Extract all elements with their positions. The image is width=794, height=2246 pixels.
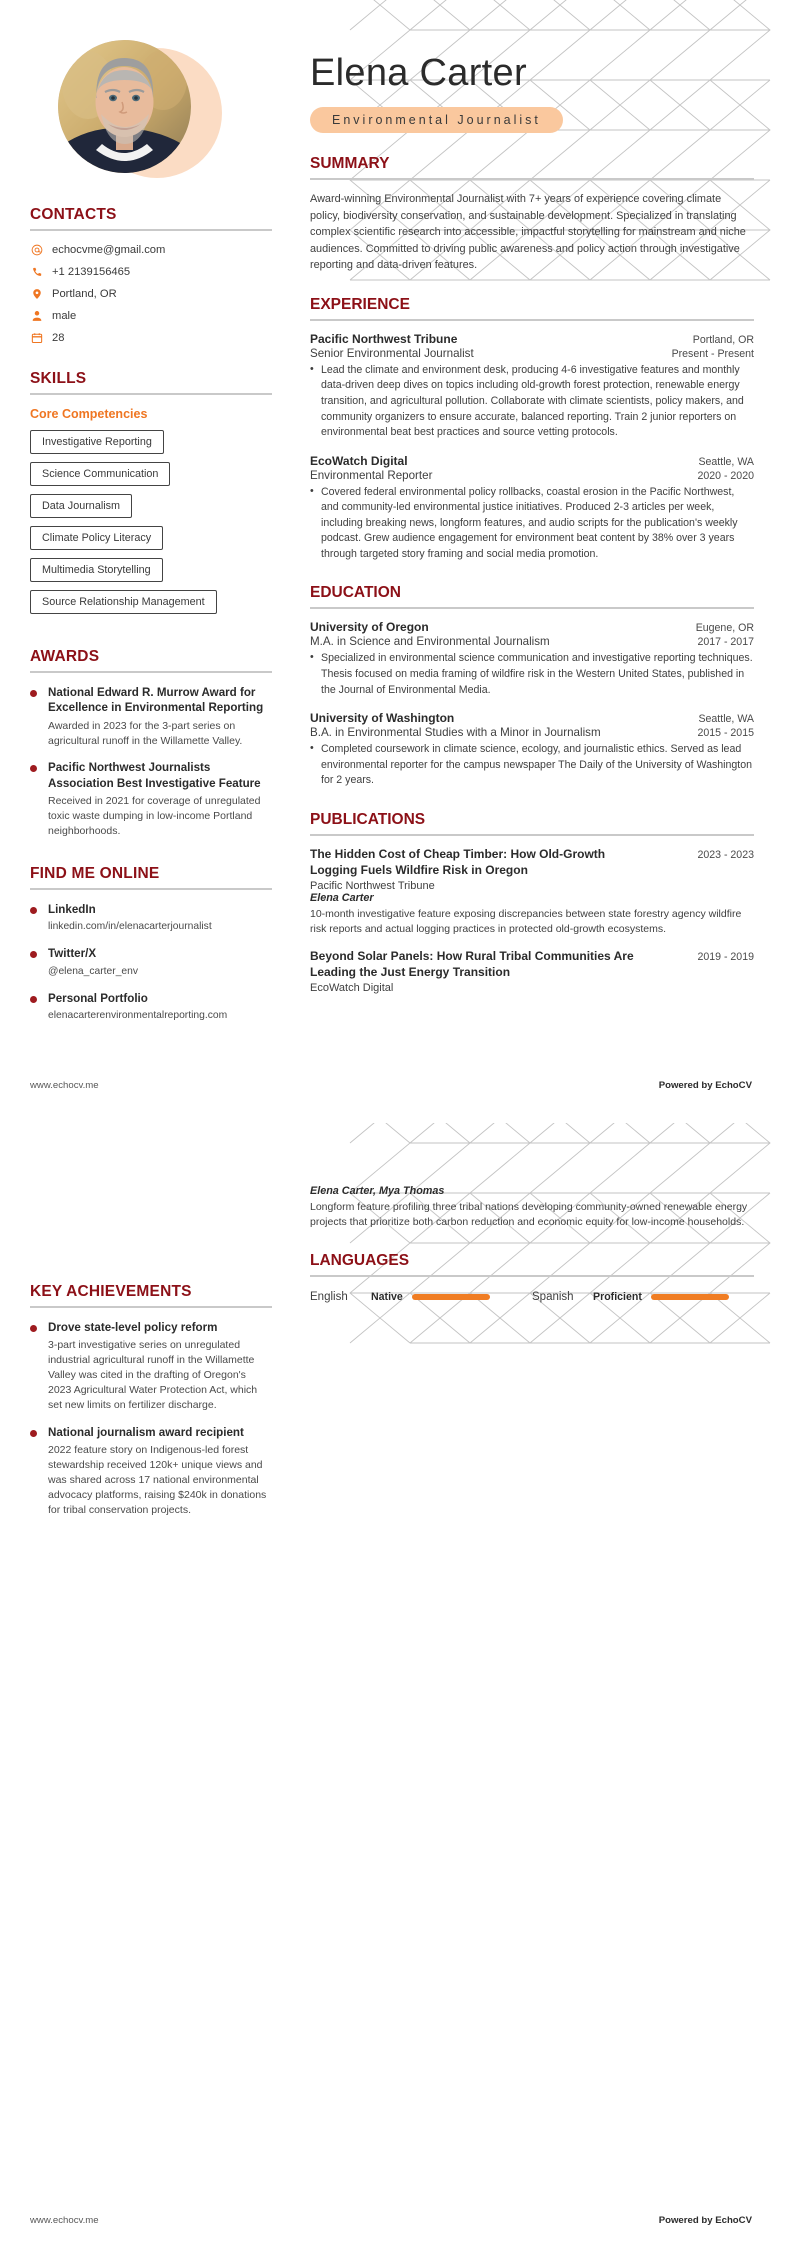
experience-role: Environmental Reporter: [310, 468, 433, 482]
resume-page-2: [0, 1123, 794, 2246]
publication-authors: Elena Carter, Mya Thomas: [310, 1185, 445, 1197]
language-name: Spanish: [532, 1291, 574, 1304]
awards-section: [30, 648, 272, 839]
education-bullets: [310, 651, 754, 698]
education-bullet: • Specialized in environmental science communication and investigative reporting techniques. Thesis focused on media framing of wildfire risk in the Western United States, published in the Journal of Environmental Media.: [310, 651, 754, 698]
skills-heading: SKILLS: [30, 370, 87, 387]
experience-bullet: • Covered federal environmental policy rollbacks, coastal erosion in the Pacific Northwest, and community-led environmental justice initiatives. Produced 2-3 articles per week, including breaking news, longform features, and audio scripts for the publication's weekly podcast. Grew audience engagement for environment beat content by 38% over 3 years through targeted story framing and social media promotion.: [310, 485, 754, 563]
page-footer: [0, 1080, 794, 1091]
languages-list: [310, 1291, 754, 1303]
summary-section: [310, 155, 754, 274]
bullet-dot-icon: [30, 1430, 37, 1437]
education-location: Seattle, WA: [698, 713, 754, 726]
divider: [30, 393, 272, 395]
education-bullets: [310, 742, 754, 789]
publication-source: EcoWatch Digital: [310, 982, 394, 995]
experience-organization: Pacific Northwest Tribune: [310, 331, 458, 346]
divider: [310, 834, 754, 836]
person-icon: [30, 309, 43, 322]
language-level-bar: [412, 1294, 490, 1300]
achievement-item: [30, 1320, 272, 1413]
job-title-badge: Environmental Journalist: [310, 107, 563, 133]
publication-source: Pacific Northwest Tribune: [310, 879, 435, 892]
education-item: [310, 711, 754, 789]
bullet-dot-icon: [30, 907, 37, 914]
page-title: Elena Carter: [310, 52, 527, 94]
publication-title: Beyond Solar Panels: How Rural Tribal Communities Are Leading the Just Energy Transition: [310, 949, 634, 980]
skills-subheading: Core Competencies: [30, 407, 148, 421]
skill-chip: Source Relationship Management: [30, 590, 217, 614]
divider: [310, 607, 754, 609]
education-degree: M.A. in Science and Environmental Journalism: [310, 635, 550, 649]
online-profile-item[interactable]: [30, 946, 272, 979]
contact-phone-value: +1 2139156465: [52, 265, 131, 278]
experience-dates: Present - Present: [671, 347, 754, 360]
education-institution: University of Washington: [310, 711, 455, 726]
education-item: [310, 620, 754, 698]
bullet-dot-icon: [30, 951, 37, 958]
award-title: National Edward R. Murrow Award for Excellence in Environmental Reporting: [48, 686, 264, 715]
bullet-dot-icon: [30, 1325, 37, 1332]
experience-bullets: [310, 485, 754, 563]
divider: [30, 229, 272, 231]
skill-chip: Climate Policy Literacy: [30, 526, 163, 550]
language-item: [532, 1291, 754, 1303]
contact-age: [30, 331, 272, 344]
achievement-description: 3-part investigative series on unregulated industrial agricultural runoff in the Willamette Valley was cited in the drafting of Oregon's 2023 Agricultural Water Protection Act, which set new limits on fertilizer discharge.: [48, 1339, 258, 1411]
award-item: [30, 685, 272, 748]
key-achievements-section: [30, 1283, 272, 1518]
calendar-icon: [30, 331, 43, 344]
achievement-title: National journalism award recipient: [48, 1425, 244, 1439]
experience-item: [310, 332, 754, 441]
contact-age-value: 28: [52, 331, 65, 344]
divider: [30, 1306, 272, 1308]
education-institution: University of Oregon: [310, 620, 429, 635]
experience-section: [310, 296, 754, 563]
experience-bullets: [310, 363, 754, 441]
education-location: Eugene, OR: [695, 622, 754, 635]
language-name: English: [310, 1291, 348, 1304]
sidebar-page-2: [0, 1123, 300, 1530]
publication-dates: 2019 - 2019: [697, 951, 754, 964]
award-description: Awarded in 2023 for the 3-part series on agricultural runoff in the Willamette Valley.: [48, 719, 243, 747]
skills-list: [30, 430, 272, 622]
page-footer: [0, 2215, 794, 2226]
skill-chip: Investigative Reporting: [30, 430, 164, 454]
contact-gender-value: male: [52, 309, 77, 322]
award-title: Pacific Northwest Journalists Association Best Investigative Feature: [48, 761, 261, 790]
sidebar: [0, 0, 300, 1036]
phone-icon: [30, 265, 43, 278]
footer-branding: Powered by EchoCV: [658, 1080, 752, 1091]
divider: [310, 1275, 754, 1277]
contact-location: [30, 287, 272, 300]
experience-dates: 2020 - 2020: [697, 469, 754, 482]
footer-url[interactable]: www.echocv.me: [30, 2215, 99, 2226]
email-icon: [30, 243, 43, 256]
bullet-dot-icon: [30, 996, 37, 1003]
education-dates: 2017 - 2017: [697, 636, 754, 649]
online-profile-url[interactable]: elenacarterenvironmentalreporting.com: [48, 1010, 228, 1022]
education-heading: EDUCATION: [310, 584, 401, 602]
skill-chip: Multimedia Storytelling: [30, 558, 163, 582]
summary-heading: SUMMARY: [310, 155, 390, 172]
avatar: [58, 40, 191, 173]
contact-gender: [30, 309, 272, 322]
find-me-online-section: [30, 865, 272, 1024]
achievement-title: Drove state-level policy reform: [48, 1321, 218, 1334]
online-profile-label: Twitter/X: [48, 947, 97, 961]
divider: [310, 178, 754, 180]
experience-role: Senior Environmental Journalist: [310, 346, 474, 360]
divider: [30, 671, 272, 673]
award-description: Received in 2021 for coverage of unregulated toxic waste dumping in low-income Portland neighborhoods.: [48, 795, 261, 837]
skill-chip: Science Communication: [30, 462, 170, 486]
experience-location: Portland, OR: [692, 333, 754, 346]
summary-text: Award-winning Environmental Journalist with 7+ years of experience covering climate policy, biodiversity conservation, and sustainable development. Specialized in translating complex scientific research into accessible, impactful storytelling for mainstream and niche audiences. Committed to driving public awareness and policy action through investigative reporting and data-driven features.: [310, 193, 746, 272]
location-pin-icon: [30, 287, 43, 300]
publication-description: Longform feature profiling three tribal nations developing community-owned renewable energy projects that prioritize both carbon reduction and economic equity for low-income households.: [310, 1201, 748, 1229]
footer-branding: Powered by EchoCV: [658, 2215, 752, 2226]
skills-section: [30, 370, 272, 622]
bullet-dot-icon: [30, 690, 37, 697]
divider: [30, 888, 272, 890]
online-profile-label: Personal Portfolio: [48, 992, 148, 1006]
footer-url[interactable]: www.echocv.me: [30, 1080, 99, 1091]
experience-bullet: • Lead the climate and environment desk, producing 4-6 investigative features and monthly data-driven deep dives on topics including old-growth forest protection, renewable energy transition, and agricultural pollution. Collaborate with climate scientists, policy makers, and community organizers to ensure accurate, balanced reporting. Train 2 junior reporters on environmental beat best practices and source vetting protocols.: [310, 363, 754, 441]
publication-continuation: [310, 1185, 754, 1230]
language-level-bar: [651, 1294, 729, 1300]
education-bullet: • Completed coursework in climate science, ecology, and journalistic ethics. Served as lead environmental reporter for the campus newspaper The Daily of the University of Washington for 2 years.: [310, 742, 754, 789]
contact-location-value: Portland, OR: [52, 287, 117, 300]
publication-title: The Hidden Cost of Cheap Timber: How Old-Growth Logging Fuels Wildfire Risk in Oregon: [310, 846, 606, 877]
contacts-section: [30, 206, 272, 344]
education-degree: B.A. in Environmental Studies with a Minor in Journalism: [310, 726, 601, 740]
language-level: Native: [371, 1291, 403, 1304]
achievement-description: 2022 feature story on Indigenous-led forest stewardship received 120k+ unique views and was shared across 17 national environmental advocacy platforms, raising $240k in donations for tribal conservation projects.: [48, 1444, 267, 1516]
online-profile-item[interactable]: [30, 991, 272, 1024]
main-column-page-2: [300, 1123, 794, 1303]
contacts-heading: CONTACTS: [30, 206, 117, 223]
online-profile-url[interactable]: @elena_carter_env: [48, 965, 139, 977]
divider: [310, 319, 754, 321]
online-profile-item[interactable]: [30, 902, 272, 935]
awards-heading: AWARDS: [30, 648, 100, 665]
experience-location: Seattle, WA: [698, 455, 754, 468]
achievement-item: [30, 1425, 272, 1518]
language-level: Proficient: [593, 1291, 642, 1304]
avatar-container: [58, 40, 198, 180]
bullet-dot-icon: [30, 765, 37, 772]
online-profile-url[interactable]: linkedin.com/in/elenacarterjournalist: [48, 921, 212, 933]
publication-authors: Elena Carter: [310, 891, 374, 904]
publication-description: 10-month investigative feature exposing discrepancies between state forestry agency wildfire risk reports and actual logging practices in protected old-growth ecosystems.: [310, 907, 742, 935]
contact-email-value: echocvme@gmail.com: [52, 243, 166, 256]
languages-heading: LANGUAGES: [310, 1252, 410, 1270]
award-item: [30, 760, 272, 838]
skill-chip: Data Journalism: [30, 494, 132, 518]
main-column: [300, 0, 794, 1006]
publication-item: [310, 847, 754, 937]
key-achievements-heading: KEY ACHIEVEMENTS: [30, 1283, 192, 1300]
education-dates: 2015 - 2015: [697, 727, 754, 740]
online-profile-label: LinkedIn: [48, 902, 96, 916]
language-item: [310, 1291, 532, 1303]
publication-dates: 2023 - 2023: [697, 848, 754, 861]
contact-email: [30, 243, 272, 256]
find-me-online-heading: FIND ME ONLINE: [30, 864, 160, 882]
experience-heading: EXPERIENCE: [310, 295, 410, 313]
experience-organization: EcoWatch Digital: [310, 453, 408, 468]
contact-phone: [30, 265, 272, 278]
publications-section: [310, 811, 754, 994]
publication-item: [310, 949, 754, 994]
experience-item: [310, 454, 754, 563]
publications-heading: PUBLICATIONS: [310, 810, 426, 828]
education-section: [310, 584, 754, 788]
languages-section: [310, 1252, 754, 1303]
